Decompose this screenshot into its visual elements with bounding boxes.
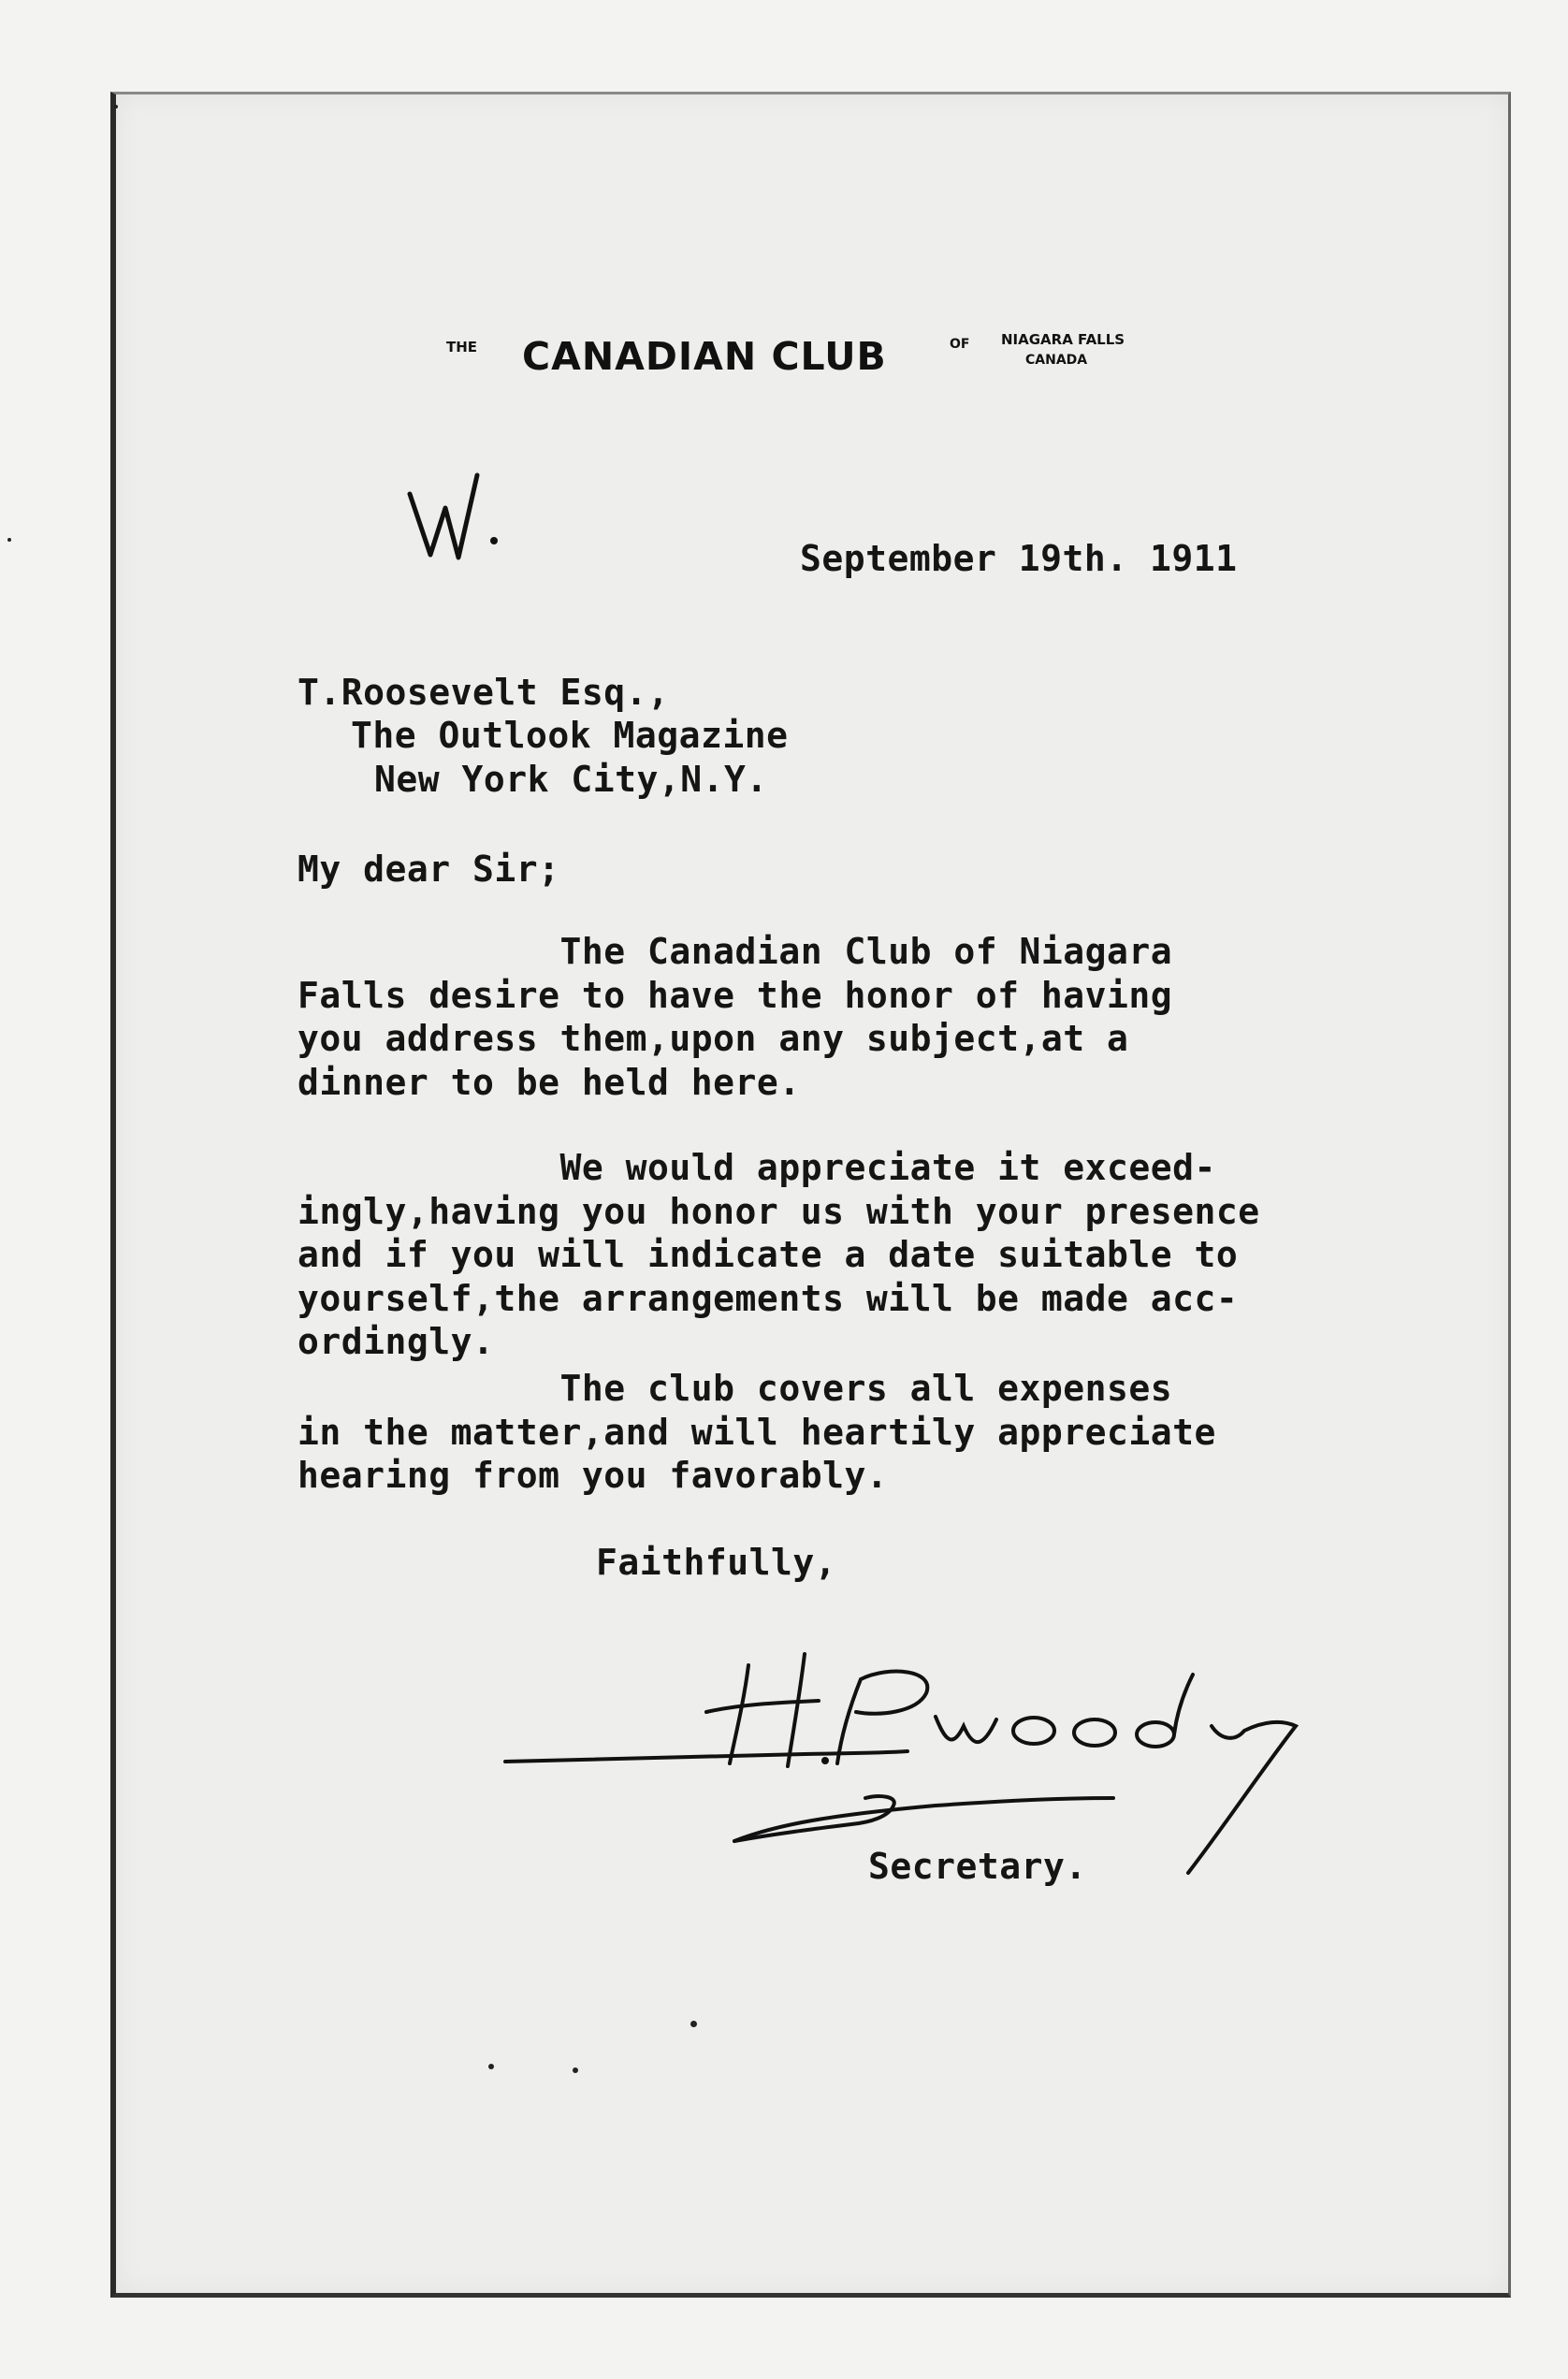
body-line: The club covers all expenses	[298, 1368, 1173, 1409]
body-line: yourself,the arrangements will be made acc-	[298, 1277, 1239, 1319]
letterhead-prefix: THE	[446, 339, 478, 355]
closing: Faithfully,	[596, 1542, 837, 1583]
body-line: and if you will indicate a date suitable to	[298, 1234, 1239, 1275]
body-line: We would appreciate it exceed-	[298, 1147, 1216, 1188]
handwritten-w-mark	[400, 466, 531, 569]
body-line: ordingly.	[298, 1321, 495, 1362]
body-paragraph	[298, 1146, 1260, 1364]
body-line: you address them,upon any subject,at a	[298, 1018, 1129, 1059]
letterhead	[0, 0, 1568, 393]
letter-date: September 19th. 1911	[800, 538, 1238, 579]
body-line: Falls desire to have the honor of having	[298, 974, 1173, 1016]
body-paragraph	[298, 1367, 1216, 1498]
letterhead-country: CANADA	[1025, 353, 1088, 368]
scan-speck	[7, 538, 11, 542]
letterhead-of: OF	[950, 337, 970, 352]
signer-title: Secretary.	[868, 1846, 1087, 1887]
handwritten-signature	[496, 1637, 1366, 1880]
recipient-organization: The Outlook Magazine	[351, 715, 789, 756]
body-line: The Canadian Club of Niagara	[298, 931, 1173, 972]
body-line: ingly,having you honor us with your presence	[298, 1190, 1260, 1232]
salutation: My dear Sir;	[298, 849, 560, 890]
letterhead-club-name: CANADIAN CLUB	[522, 334, 887, 379]
body-line: dinner to be held here.	[298, 1061, 801, 1103]
scan-speck	[488, 2064, 494, 2069]
recipient-name: T.Roosevelt Esq.,	[298, 672, 670, 713]
scan-speck	[573, 2067, 578, 2073]
scan-speck	[114, 105, 118, 109]
body-line: hearing from you favorably.	[298, 1455, 889, 1496]
body-line: in the matter,and will heartily appreciate	[298, 1411, 1216, 1453]
recipient-city: New York City,N.Y.	[374, 759, 768, 800]
body-paragraph	[298, 930, 1172, 1104]
scan-speck	[690, 2021, 697, 2027]
letterhead-city: NIAGARA FALLS	[1001, 331, 1125, 348]
